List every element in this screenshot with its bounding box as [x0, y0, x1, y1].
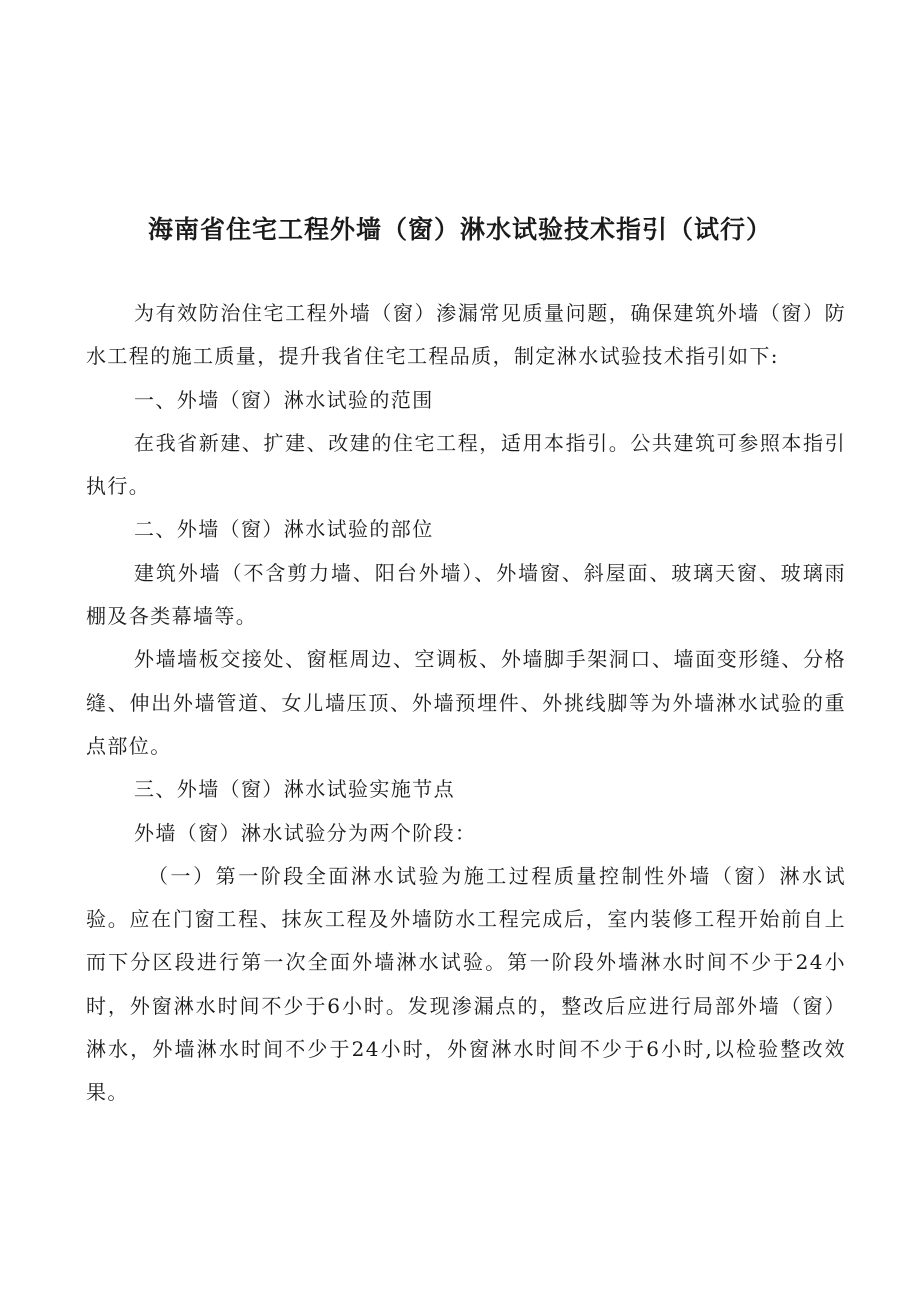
locations-paragraph: 建筑外墙（不含剪力墙、阳台外墙）、外墙窗、斜屋面、玻璃天窗、玻璃雨棚及各类幕墙等。	[86, 560, 846, 629]
section-heading-locations: 二、外墙（窗）淋水试验的部位	[134, 517, 434, 542]
document-title: 海南省住宅工程外墙（窗）淋水试验技术指引（试行）	[147, 215, 772, 244]
document-body	[86, 292, 846, 1115]
scope-paragraph: 在我省新建、扩建、改建的住宅工程，适用本指引。公共建筑可参照本指引执行。	[86, 430, 846, 499]
section-heading-scope: 一、外墙（窗）淋水试验的范围	[134, 387, 434, 412]
section-heading-timing: 三、外墙（窗）淋水试验实施节点	[134, 777, 455, 802]
intro-paragraph: 为有效防治住宅工程外墙（窗）渗漏常见质量问题，确保建筑外墙（窗）防水工程的施工质量，提升我省住宅工程品质，制定淋水试验技术指引如下:	[86, 301, 846, 369]
timing-intro-paragraph: 外墙（窗）淋水试验分为两个阶段：	[134, 820, 477, 845]
stage-one-paragraph: （一）第一阶段全面淋水试验为施工过程质量控制性外墙（窗）淋水试验。应在门窗工程、抹灰工程及外墙防水工程完成后，室内装修工程开始前自上而下分区段进行第一次全面外墙淋水试验。第一阶段外墙淋水时间不少于24小时，外窗淋水时间不少于6小时。发现渗漏点的，整改后应进行局部外墙（窗）淋水，外墙淋水时间不少于24小时，外窗淋水时间不少于6小时,以检验整改效果。	[86, 863, 846, 1105]
key-locations-paragraph: 外墙墙板交接处、窗框周边、空调板、外墙脚手架洞口、墙面变形缝、分格缝、伸出外墙管道、女儿墙压顶、外墙预埋件、外挑线脚等为外墙淋水试验的重点部位。	[86, 647, 846, 758]
